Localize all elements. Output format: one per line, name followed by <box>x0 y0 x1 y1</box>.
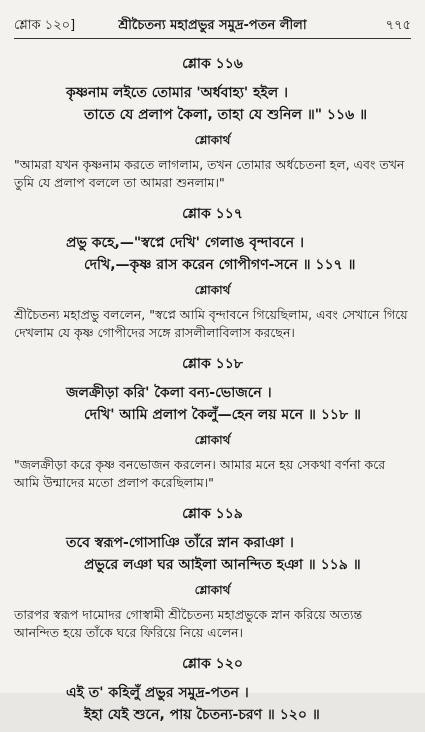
verse-line: ইহা যেই শুনে, পায় চৈতন্য-চরণ ॥ ১২০ ॥ <box>84 707 320 723</box>
translation-text: শ্রীচৈতন্য মহাপ্রভু বললেন, "স্বপ্নে আমি বৃন্দাবনে গিয়েছিলাম, এবং সেখানে গিয়ে দেখলাম যে কৃষ্ণ গোপীদের সঙ্গে রাসলীলাবিলাস করছেন। <box>14 307 408 340</box>
translation-heading: শ্লোকার্থ <box>194 433 231 447</box>
translation-heading: শ্লোকার্থ <box>194 583 231 597</box>
verse-heading: শ্লোক ১২০ <box>182 656 243 672</box>
verse-line: তবে স্বরূপ-গোসাঞি তাঁরে স্নান করাঞা । <box>66 535 294 551</box>
verse-block-116 <box>14 52 411 192</box>
verse-line: প্রভু কহে,—"স্বপ্নে দেখি' গেলাঙ বৃন্দাবনে । <box>66 235 304 251</box>
header-verse-ref: শ্লোক ১২০] <box>14 18 76 33</box>
verse-line: কৃষ্ণনাম লইতে তোমার 'অর্ধবাহ্য' হইল । <box>66 85 289 101</box>
translation-text: তারপর স্বরূপ দামোদর গোস্বামী শ্রীচৈতন্য মহাপ্রভুকে স্নান করিয়ে অত্যন্ত আনন্দিত হয়ে তাঁকে ঘরে ফিরিয়ে নিয়ে এলেন। <box>14 607 363 640</box>
verse-heading: শ্লোক ১১৬ <box>182 56 243 72</box>
page-number: ৭৭৫ <box>385 18 411 33</box>
translation-text: "জলক্রীড়া করে কৃষ্ণ বনভোজন করলেন। আমার মনে হয় সেকথা বর্ণনা করে আমি উন্মাদের মতো প্রলাপ করেছিলাম।" <box>14 457 386 490</box>
verse-block-119 <box>14 502 411 642</box>
verse-line: জলক্রীড়া করি' কৈলা বন্য-ভোজনে । <box>66 385 272 401</box>
translation-heading: শ্লোকার্থ <box>194 133 231 147</box>
verse-line: এই ত' কহিলুঁ প্রভুর সমুদ্র-পতন । <box>66 685 249 701</box>
verse-heading: শ্লোক ১১৮ <box>182 356 243 372</box>
verse-heading: শ্লোক ১১৭ <box>182 206 243 222</box>
verse-line: প্রভুরে লঞা ঘর আইলা আনন্দিত হঞা ॥ ১১৯ ॥ <box>84 557 361 573</box>
verse-block-118 <box>14 352 411 492</box>
page-header <box>14 14 411 39</box>
verse-heading: শ্লোক ১১৯ <box>182 506 243 522</box>
translation-heading: শ্লোকার্থ <box>194 283 231 297</box>
verse-line: দেখি,—কৃষ্ণ রাস করেন গোপীগণ-সনে ॥ ১১৭ ॥ <box>84 257 356 273</box>
verse-line: দেখি' আমি প্রলাপ কৈলুঁ—হেন লয় মনে ॥ ১১৮ ॥ <box>84 407 361 423</box>
verse-block-120 <box>14 652 411 726</box>
translation-text: "আমরা যখন কৃষ্ণনাম করতে লাগলাম, তখন তোমার অর্ধচেতনা হল, এবং তখন তুমি যে প্রলাপ বললে তা আমরা শুনলাম।" <box>14 157 405 190</box>
verse-block-117 <box>14 202 411 342</box>
page-content <box>14 52 411 732</box>
verse-line: তাতে যে প্রলাপ কৈলা, তাহা যে শুনিল ॥" ১১৬ ॥ <box>84 107 367 123</box>
header-chapter-title: শ্রীচৈতন্য মহাপ্রভুর সমুদ্র-পতন লীলা <box>118 18 307 33</box>
